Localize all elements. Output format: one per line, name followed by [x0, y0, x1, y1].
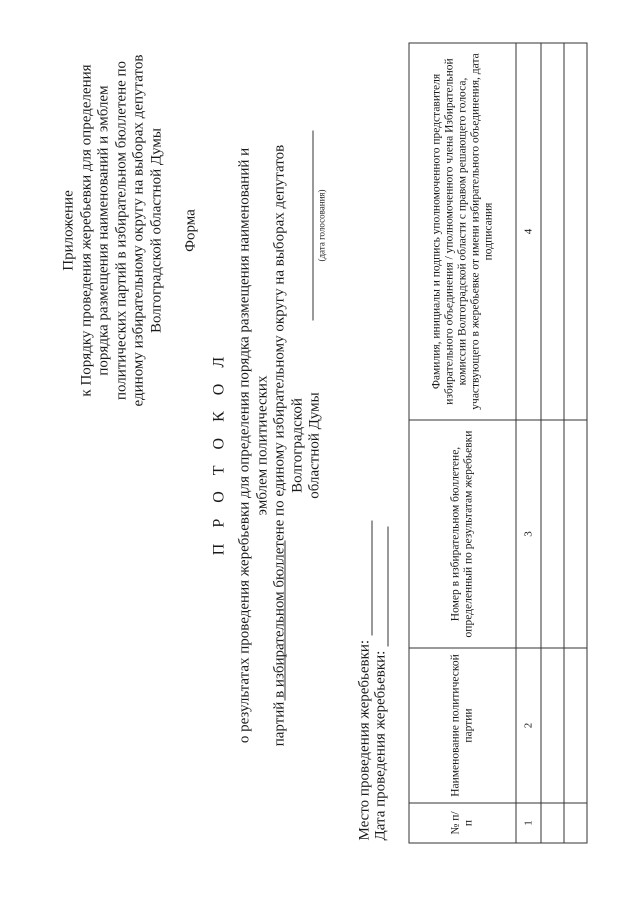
protocol-subtitle-line: партий в избирательном бюллетене по единому избирательному округу на выборах депутатов Волгоградской [271, 144, 305, 746]
appendix-line: Волгоградской областной Думы [147, 127, 164, 333]
appendix-line: порядка размещения наименований и эмблем [95, 84, 111, 376]
date-label: Дата проведения жеребьевки: [372, 650, 388, 840]
table-cell[interactable] [541, 648, 564, 803]
place-blank-line [359, 520, 372, 635]
table-cell[interactable] [541, 803, 564, 843]
results-table [408, 42, 587, 843]
table-header-row [409, 43, 516, 843]
column-number: 4 [516, 43, 541, 420]
table-cell[interactable] [541, 43, 564, 420]
protocol-title: П Р О Т О К О Л [210, 350, 227, 555]
place-field [356, 520, 372, 840]
appendix-line: к Порядку проведения жеребьевки для определения [77, 63, 94, 397]
form-label: Форма [182, 208, 198, 252]
protocol-subtitle-line: о результатах проведения жеребьевки для определения порядка размещения наименований и эмблем политических [236, 147, 270, 743]
column-number: 2 [516, 648, 541, 803]
protocol-subtitle-line: областной Думы [306, 391, 322, 499]
table-cell[interactable] [564, 648, 587, 803]
appendix-line: единому избирательному округу на выборах депутатов [130, 54, 146, 406]
header-signature: Фамилия, инициалы и подпись уполномоченного представителя избирательного объединения / уполномоченного члена Избирательной комиссии Волгоградской области с правом решающего голоса, участвующего в жеребьевке от имени избирательного объединения, дата подписания [409, 43, 516, 420]
appendix-line: Приложение [60, 189, 76, 271]
table-row [564, 43, 587, 843]
protocol-subtitle [236, 135, 324, 755]
column-number: 1 [516, 803, 541, 843]
appendix-line: политических партий в избирательном бюллетене по [112, 60, 129, 400]
header-party-name: Наименование политической партии [409, 648, 516, 803]
table-cell[interactable] [564, 803, 587, 843]
voting-date-caption: (дата голосования) [316, 188, 326, 262]
appendix-block [60, 15, 165, 445]
table-cell[interactable] [564, 420, 587, 648]
voting-date-line [312, 130, 313, 320]
header-number: № п/п [409, 803, 516, 843]
date-blank-line [375, 526, 388, 646]
column-number-row [516, 43, 541, 843]
column-number: 3 [516, 420, 541, 648]
table-row [541, 43, 564, 843]
table-cell[interactable] [541, 420, 564, 648]
table-cell[interactable] [564, 43, 587, 420]
header-ballot-number: Номер в избирательном бюллетене, определенный по результатам жеребьевки [409, 420, 516, 648]
date-field [372, 526, 388, 840]
blank-line [284, 540, 285, 700]
place-label: Место проведения жеребьевки: [356, 639, 372, 840]
